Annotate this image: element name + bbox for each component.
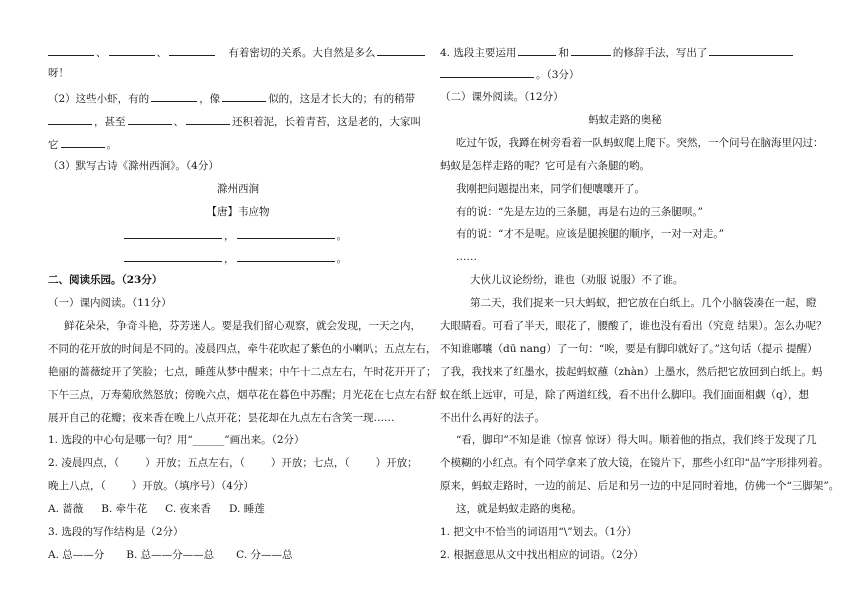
blank — [237, 227, 335, 239]
q2-line3 — [48, 136, 117, 152]
option-d: D. 睡莲 — [229, 503, 265, 515]
text: ）开放；七点，（ — [270, 457, 350, 469]
text: 还积着泥，长着青苔，这是老的，大家叫 — [232, 116, 421, 128]
blank — [61, 136, 105, 148]
question-2-line1 — [48, 456, 418, 470]
option-a: A. 总——分 — [48, 549, 105, 561]
blank — [377, 44, 425, 56]
article-line: 个模糊的小红点。有个同学拿来了放大镜，在镜片下，那些小红印“品”字形排列着。 — [440, 457, 829, 469]
option-a: A. 蔷薇 — [48, 503, 84, 515]
option-b: B. 牵牛花 — [101, 503, 148, 515]
blank — [48, 44, 94, 56]
article-title: 蚂蚁走路的奥秘 — [588, 114, 662, 126]
text: 、 — [96, 47, 107, 59]
text: ）开放； — [375, 457, 418, 469]
q3-prompt: （3）默写古诗《滁州西涧》。（4分） — [48, 160, 219, 172]
question-1: 1. 选段的中心句是哪一句？用“______”画出来。（2分） — [48, 434, 305, 446]
text: 。 — [106, 139, 117, 151]
question-3-options — [48, 548, 293, 562]
text: ， — [224, 253, 235, 265]
text: ）开放；五点左右，（ — [145, 457, 245, 469]
q2-line1 — [48, 90, 415, 106]
blank — [169, 44, 215, 56]
passage-line: 下午三点，万寿菊欣然怒放；傍晚六点，烟草花在暮色中苏醒；月光花在七点左右舒 — [48, 389, 437, 401]
article-line: 原来，蚂蚁走路时，一边的前足、后足和另一边的中足同时着地，仿佛一个“三脚架”。 — [440, 480, 840, 492]
text: 似的，这是才长大的；有的稍带 — [268, 93, 416, 105]
article-line: 我刚把问题提出来，同学们便嚷嚷开了。 — [456, 183, 645, 195]
text: 、 — [173, 116, 184, 128]
blank — [709, 44, 793, 56]
blank — [151, 90, 197, 102]
passage-line: 艳丽的蔷薇绽开了笑脸；七点，睡莲从梦中醒来；中午十二点左右，午时花开开了； — [48, 366, 437, 378]
reading-question-2: 2. 根据意思从文中找出相应的词语。（2分） — [440, 549, 644, 561]
poem-line1 — [122, 227, 347, 243]
blank — [440, 66, 534, 78]
line-exclaim: 呀！ — [48, 67, 69, 79]
text: ，像 — [199, 93, 221, 105]
article-line: 吃过午饭，我蹲在树旁看着一队蚂蚁爬上爬下。突然，一个问号在脑海里闪过： — [456, 137, 824, 149]
text: 它 — [48, 139, 59, 151]
blank — [128, 113, 172, 125]
blank — [124, 250, 222, 262]
passage-line: 展开自己的花瓣；夜来香在晚上八点开花；昙花却在九点左右含笑一现…… — [48, 412, 395, 424]
q2-line2 — [48, 113, 421, 129]
passage-line: 鲜花朵朵，争奇斗艳，芬芳迷人。要是我们留心观察，就会发现，一天之内， — [64, 320, 421, 332]
text: 有着密切的关系。大自然是多么 — [228, 47, 376, 59]
text: 。 — [336, 253, 347, 265]
text: 。（3分） — [536, 69, 580, 81]
question-4-line1 — [440, 44, 795, 60]
article-line: 有的说：“才不是呢。应该是腿挨腿的顺序，一对一对走。” — [456, 228, 724, 240]
blank — [571, 44, 611, 56]
text: 2. 凌晨四点，（ — [48, 457, 120, 469]
text: 。 — [336, 230, 347, 242]
article-line: “看，脚印”不知是谁（惊喜 惊讶）得大叫。顺着他的指点，我们终于发现了几 — [456, 434, 817, 446]
article-line: 这，就是蚂蚁走路的奥秘。 — [456, 503, 582, 515]
poem-author: 【唐】韦应物 — [206, 206, 270, 218]
blank — [518, 44, 556, 56]
section-2-heading: 二、阅读乐园。（23分） — [48, 274, 163, 286]
section-2-2-heading: （二）课外阅读。（12分） — [440, 91, 564, 103]
article-line: 大伙儿议论纷纷，谁也（劝服 说服）不了谁。 — [470, 274, 684, 286]
article-line: 蚂蚁是怎样走路的呢？它可是有六条腿的哟。 — [440, 160, 650, 172]
option-c: C. 夜来香 — [165, 503, 212, 515]
article-line: 了我，我找来了红墨水，拔起蚂蚁蘸（zhàn）上墨水，然后把它放回到白纸上。蚂 — [440, 366, 823, 378]
text: ，甚至 — [94, 116, 126, 128]
question-4-line2 — [440, 66, 579, 82]
text: 的修辞手法，写出了 — [612, 47, 708, 59]
section-2-1-heading: （一）课内阅读。（11分） — [48, 297, 172, 309]
poem-title: 滁州西涧 — [217, 183, 259, 195]
article-line: …… — [456, 251, 477, 263]
article-line: 不出什么再好的法子。 — [440, 412, 545, 424]
article-line: 有的说：“先是左边的三条腿，再是右边的三条腿呗。” — [456, 206, 703, 218]
blank — [109, 44, 155, 56]
text: （2）这些小虾，有的 — [48, 93, 150, 105]
article-line: 大眼睛看。可看了半天，眼花了，腰酸了，谁也没有看出（究竟 结果）。怎么办呢？ — [440, 320, 827, 332]
article-line: 不知谁嘟囔（dū nang）了一句：“唉，要是有脚印就好了。”这句话（提示 提醒） — [440, 343, 818, 355]
text: ）开放。（填序号）（4分） — [131, 480, 254, 492]
question-3: 3. 选段的写作结构是（2分） — [48, 526, 184, 538]
article-line: 蚁在纸上远审，可是，除了两道红线，看不出什么脚印。我们面面相觑（q），想 — [440, 389, 809, 401]
text: 和 — [558, 47, 569, 59]
blank — [124, 227, 222, 239]
blank — [186, 113, 230, 125]
option-c: C. 分——总 — [236, 549, 293, 561]
poem-line2 — [122, 250, 347, 266]
text: ， — [224, 230, 235, 242]
text: 、 — [156, 47, 167, 59]
question-2-options — [48, 502, 265, 516]
reading-question-1: 1. 把文中不恰当的词语用“\”划去。（1分） — [440, 526, 638, 538]
text: 晚上八点，（ — [48, 480, 106, 492]
blank — [222, 90, 266, 102]
passage-line: 不同的花开放的时间是不同的。凌晨四点，牵牛花吹起了紫色的小喇叭；五点左右， — [48, 343, 437, 355]
blank — [237, 250, 335, 262]
blank — [48, 113, 92, 125]
text: 4. 选段主要运用 — [440, 47, 517, 59]
line-relationship — [48, 44, 427, 60]
article-line: 第二天，我们捉来一只大蚂蚁，把它放在白纸上。几个小脑袋凑在一起，瞪 — [470, 297, 817, 309]
question-2-line2 — [48, 479, 254, 493]
option-b: B. 总——分——总 — [126, 549, 215, 561]
